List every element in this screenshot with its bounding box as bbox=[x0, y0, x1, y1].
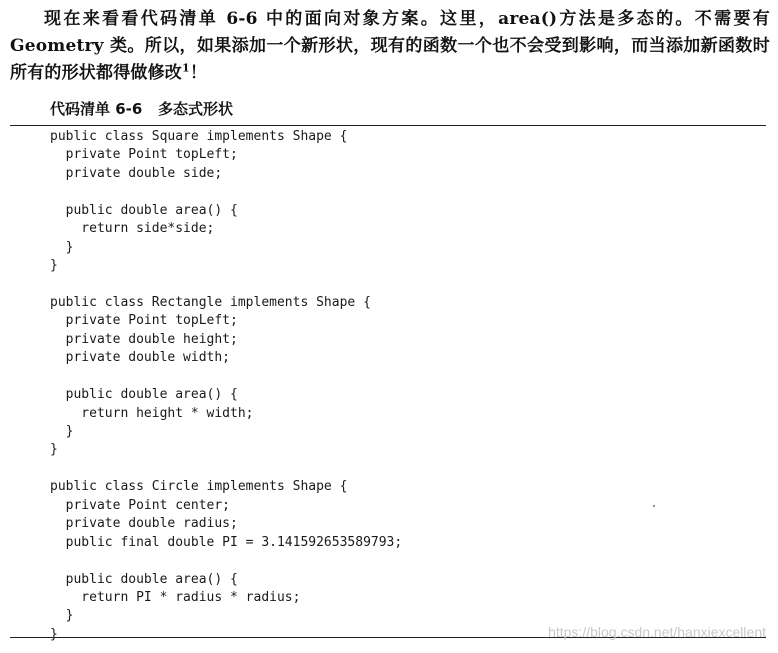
code-line bbox=[50, 183, 402, 201]
code-line: } bbox=[50, 239, 74, 255]
code-line: } bbox=[50, 626, 58, 642]
code-line bbox=[50, 552, 402, 570]
paragraph-part-1: 现在来看看代码清单 6-6 中的面向对象方案。这里，area()方法是多态的。不需要有 Geometry 类。所以，如果添加一个新形状，现有的函数一个也不会受到影响，而当添加新函数时所有的形状都得做修改 bbox=[10, 9, 770, 83]
code-line: private double radius; bbox=[50, 516, 238, 532]
body-paragraph bbox=[10, 6, 770, 87]
footnote-marker: 1 bbox=[182, 61, 190, 75]
code-line bbox=[50, 276, 402, 294]
code-line: return side*side; bbox=[50, 221, 215, 237]
listing-caption: 代码清单 6-6 多态式形状 bbox=[50, 100, 233, 118]
code-line: private double width; bbox=[50, 350, 231, 366]
code-line: private Point center; bbox=[50, 497, 231, 513]
code-listing bbox=[50, 128, 402, 644]
code-line: return height * width; bbox=[50, 405, 254, 421]
paragraph-part-2: ！ bbox=[189, 63, 208, 83]
code-line: private double height; bbox=[50, 331, 238, 347]
code-line: } bbox=[50, 442, 58, 458]
code-line: private Point topLeft; bbox=[50, 147, 238, 163]
listing-top-rule bbox=[10, 125, 766, 126]
code-line: private double side; bbox=[50, 165, 223, 181]
code-line: private Point topLeft; bbox=[50, 313, 238, 329]
code-line: return PI * radius * radius; bbox=[50, 589, 301, 605]
code-line bbox=[50, 460, 402, 478]
code-line: public class Rectangle implements Shape { bbox=[50, 294, 371, 310]
code-line: } bbox=[50, 258, 58, 274]
paragraph-text bbox=[10, 6, 770, 87]
scan-speck bbox=[653, 505, 655, 507]
code-line: } bbox=[50, 608, 74, 624]
code-line: public double area() { bbox=[50, 571, 238, 587]
code-line: } bbox=[50, 424, 74, 439]
code-line: public class Circle implements Shape { bbox=[50, 479, 348, 495]
code-line: public class Square implements Shape { bbox=[50, 129, 348, 144]
watermark: https://blog.csdn.net/hanxiexcellent bbox=[548, 624, 766, 640]
code-line: public final double PI = 3.141592653589793; bbox=[50, 534, 403, 550]
code-line bbox=[50, 368, 402, 386]
code-line: public double area() { bbox=[50, 202, 238, 218]
code-line: public double area() { bbox=[50, 387, 238, 403]
